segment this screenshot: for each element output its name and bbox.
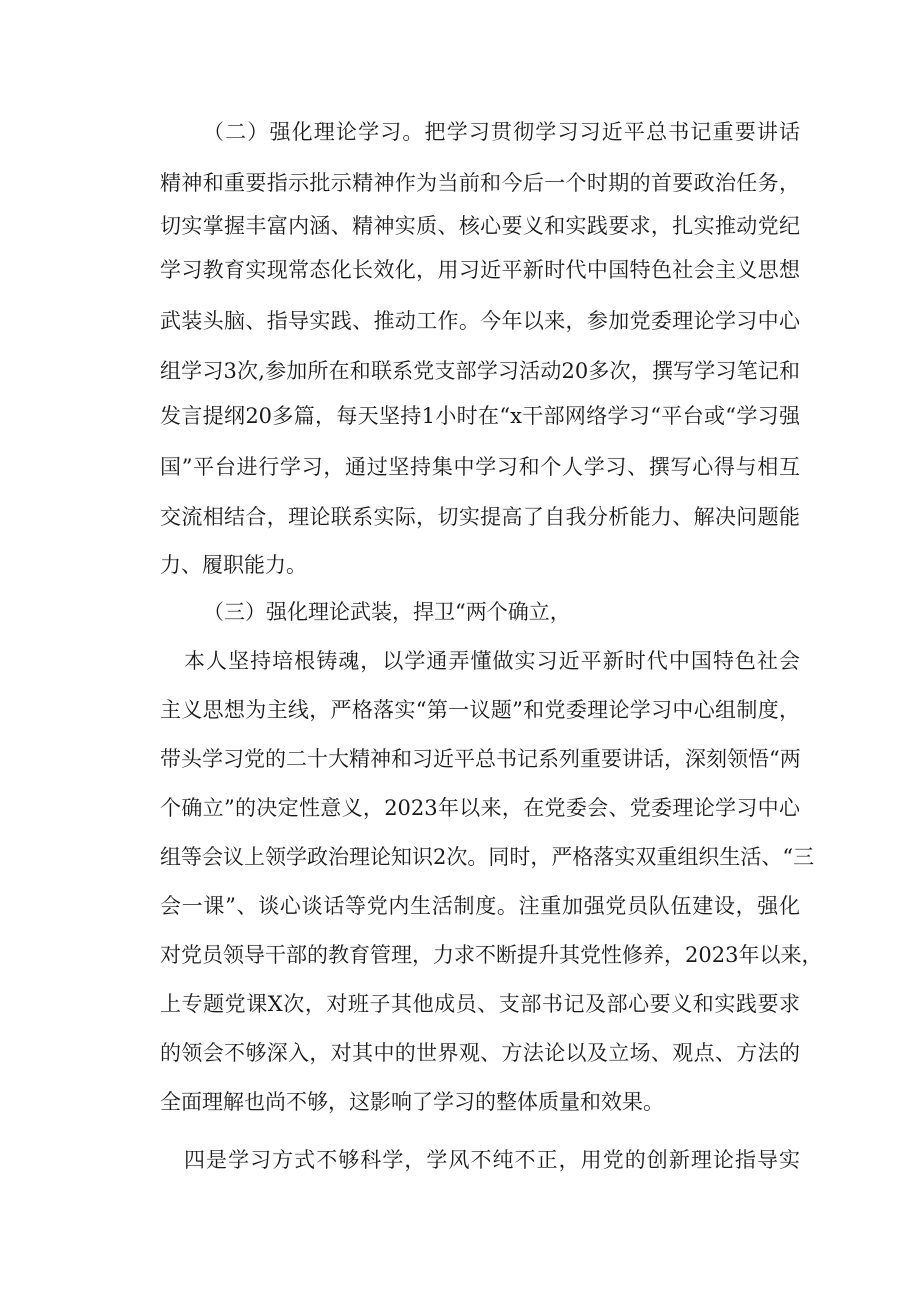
text-line: 的领会不够深入，对其中的世界观、方法论以及立场、观点、方法的 (160, 1041, 800, 1065)
section-heading: （三）强化理论武装，捍卫“两个确立， (203, 600, 571, 624)
text-line: 上专题党课X次，对班子其他成员、支部书记及部心要义和实践要求 (160, 992, 800, 1016)
text-line: 带头学习党的二十大精神和习近平总书记系列重要讲话，深刻领悟“两 (160, 747, 801, 771)
text-line: （二）强化理论学习。把学习贯彻学习习近平总书记重要讲话 (203, 120, 800, 144)
text-line: 对党员领导干部的教育管理，力求不断提升其党性修养，2023年以来， (160, 943, 823, 967)
text-line: 切实掌握丰富内涵、精神实质、核心要义和实践要求，扎实推动党纪 (160, 214, 800, 238)
text-line: 会一课”、谈心谈话等党内生活制度。注重加强党员队伍建设，强化 (160, 894, 800, 918)
text-line: 组学习3次,参加所在和联系党支部学习活动20多次，撰写学习笔记和 (160, 359, 800, 383)
text-line: 主义思想为主线，严格落实“第一议题”和党委理论学习中心组制度， (160, 698, 800, 722)
text-line: 发言提纲20多篇，每天坚持1小时在“x干部网络学习“平台或“学习强 (160, 404, 800, 428)
text-line: 个确立”的决定性意义，2023年以来，在党委会、党委理论学习中心 (160, 796, 800, 820)
text-line: 交流相结合，理论联系实际，切实提高了自我分析能力、解决问题能 (160, 505, 800, 529)
text-line: 武装头脑、指导实践、推动工作。今年以来，参加党委理论学习中心 (160, 309, 800, 333)
text-line: 精神和重要指示批示精神作为当前和今后一个时期的首要政治任务， (160, 171, 800, 195)
text-line: 学习教育实现常态化长效化，用习近平新时代中国特色社会主义思想 (160, 258, 800, 282)
text-line: 全面理解也尚不够，这影响了学习的整体质量和效果。 (160, 1090, 664, 1114)
text-line: 本人坚持培根铸魂，以学通弄懂做实习近平新时代中国特色社会 (184, 649, 800, 673)
text-line: 四是学习方式不够科学，学风不纯不正，用党的创新理论指导实 (184, 1148, 800, 1172)
text-line: 力、履职能力。 (160, 553, 307, 577)
text-line: 国”平台进行学习，通过坚持集中学习和个人学习、撰写心得与相互 (160, 455, 800, 479)
text-line: 组等会议上领学政治理论知识2次。同时，严格落实双重组织生活、“三 (160, 845, 815, 869)
